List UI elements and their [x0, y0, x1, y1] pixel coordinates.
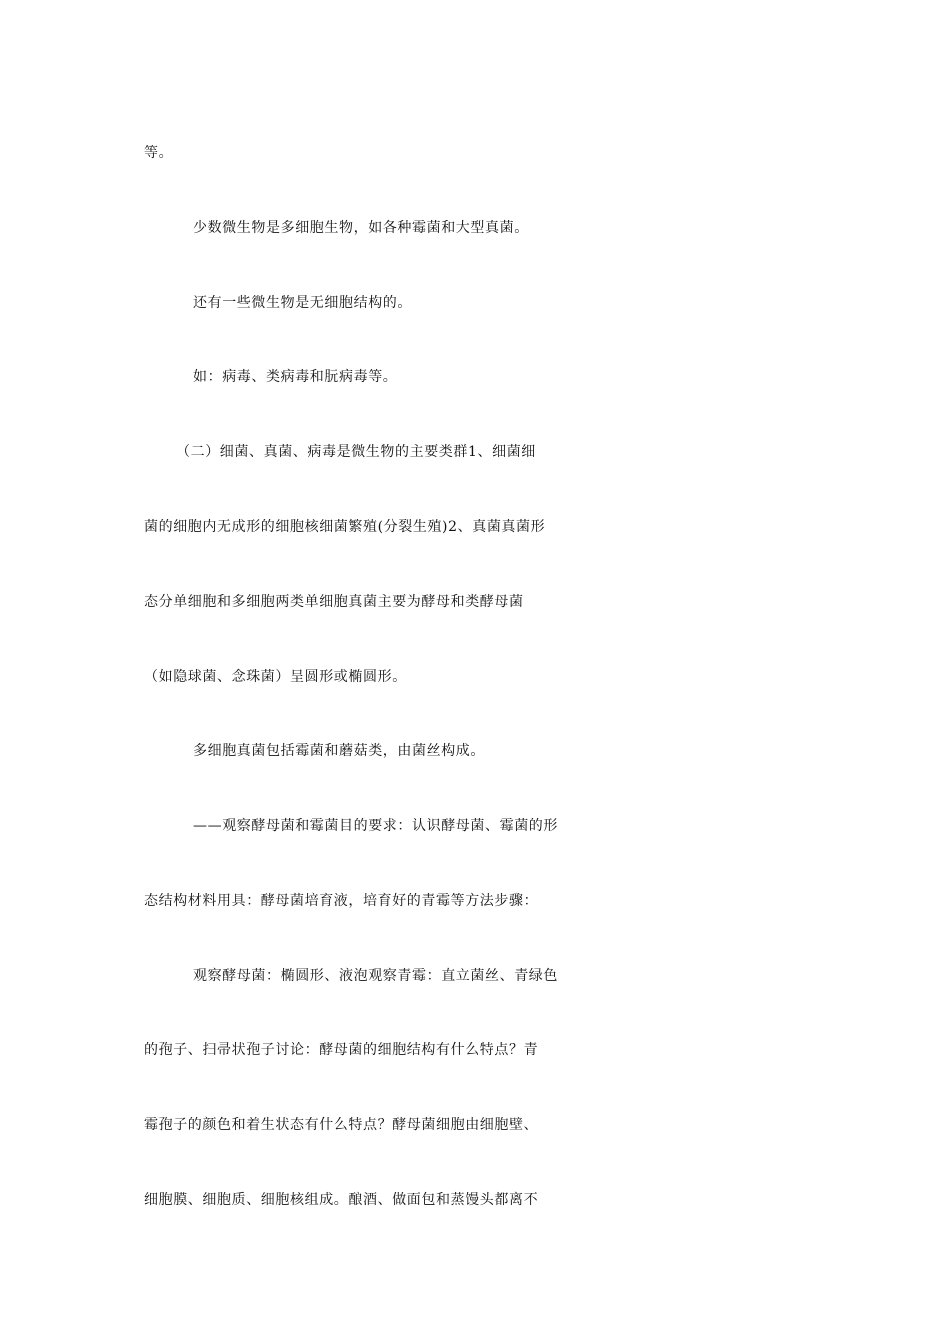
text-line-9: 多细胞真菌包括霉菌和蘑菇类，由菌丝构成。	[193, 743, 485, 759]
text-line-1: 等。	[144, 145, 174, 161]
text-line-8: （如隐球菌、念珠菌）呈圆形或椭圆形。	[144, 669, 407, 685]
text-line-12: 观察酵母菌：椭圆形、液泡观察青霉：直立菌丝、青绿色	[193, 968, 558, 984]
text-line-5: （二）细菌、真菌、病毒是微生物的主要类群1、细菌细	[176, 444, 536, 460]
text-line-3: 还有一些微生物是无细胞结构的。	[193, 295, 412, 311]
text-line-10: ——观察酵母菌和霉菌目的要求：认识酵母菌、霉菌的形	[193, 818, 558, 834]
text-line-15: 细胞膜、细胞质、细胞核组成。酿酒、做面包和蒸馒头都离不	[144, 1192, 539, 1208]
text-line-4: 如：病毒、类病毒和朊病毒等。	[193, 369, 398, 385]
text-line-14: 霉孢子的颜色和着生状态有什么特点？酵母菌细胞由细胞壁、	[144, 1117, 539, 1133]
text-line-6: 菌的细胞内无成形的细胞核细菌繁殖(分裂生殖)2、真菌真菌形	[144, 519, 546, 535]
text-line-13: 的孢子、扫帚状孢子讨论：酵母菌的细胞结构有什么特点？青	[144, 1042, 539, 1058]
text-line-7: 态分单细胞和多细胞两类单细胞真菌主要为酵母和类酵母菌	[144, 594, 524, 610]
text-line-11: 态结构材料用具：酵母菌培育液，培育好的青霉等方法步骤：	[144, 893, 539, 909]
text-line-2: 少数微生物是多细胞生物，如各种霉菌和大型真菌。	[193, 220, 529, 236]
